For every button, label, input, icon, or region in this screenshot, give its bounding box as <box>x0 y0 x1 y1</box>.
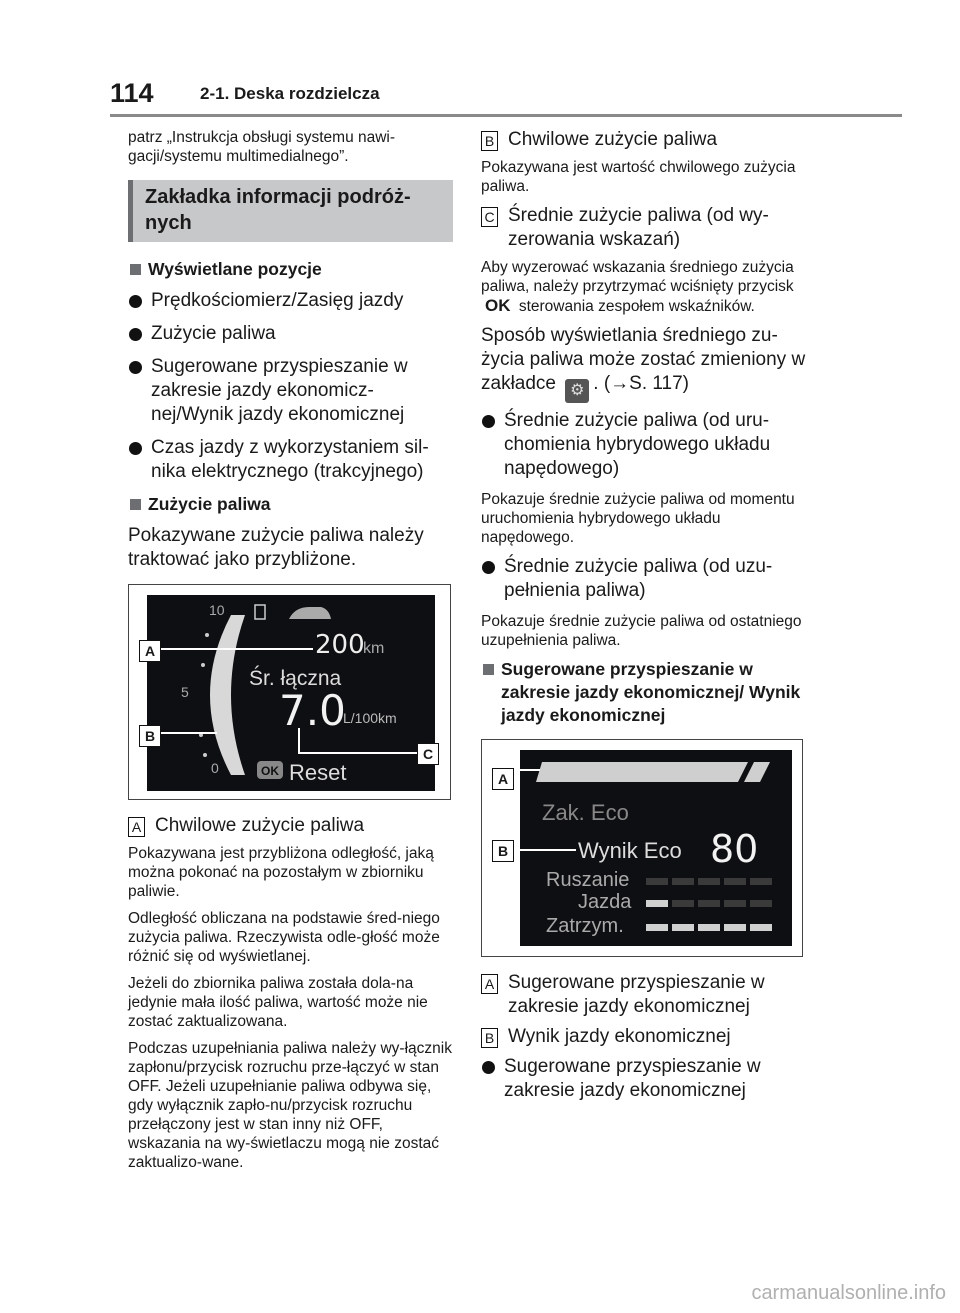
bullet-2-text: Pokazuje średnie zużycie paliwa od ostatniego uzupełnienia paliwa. <box>481 613 802 649</box>
gear-icon: ⚙ <box>565 379 589 403</box>
scale-mid: 5 <box>181 684 189 700</box>
label-a-instant <box>128 814 453 838</box>
eco-bar-segment <box>646 900 668 907</box>
bullet-avg-since-refuel: Średnie zużycie paliwa (od uzu-pełnienia paliwa) <box>481 555 806 603</box>
eco-bar-segment <box>672 900 694 907</box>
eco-bar-segment <box>672 878 694 885</box>
label-b-instant <box>481 128 806 152</box>
eco-bar-segment <box>698 924 720 931</box>
eco-bar-segment <box>750 924 772 931</box>
callout-b2: B <box>492 840 514 862</box>
eco-bar-segment <box>724 900 746 907</box>
label-box-b2: B <box>481 1028 498 1048</box>
label-a2-eco-accel <box>481 971 806 1019</box>
label-box-b: B <box>481 131 498 151</box>
row-label-ruszanie: Ruszanie <box>546 869 630 891</box>
scale-bottom: 0 <box>211 760 219 776</box>
label-box-c: C <box>481 207 498 227</box>
ok-icon: OK <box>485 296 511 315</box>
range-unit: km <box>363 640 385 657</box>
a-paragraph-4: Podczas uzupełniania paliwa należy wy-łącznik zapłonu/przycisk rozruchu prze-łączyć w stan OFF. Jeżeli uzupełnianie paliwa odbywa się, gdy wyłącznik zapło-nu/przycisk rozruchu przełączony jest w stan inny niż OFF, wskazania na wy-świetlaczu mogą nie zostać zaktualizo-wane. <box>128 1040 452 1171</box>
c-text-2: sterowania zespołem wskaźników. <box>518 298 755 315</box>
bullet-1-text: Pokazuje średnie zużycie paliwa od momentu uruchomienia hybrydowego układu napędowego. <box>481 491 795 546</box>
a-paragraph-3: Jeżeli do zbiornika paliwa została dola-na jedynie mała ilość paliwa, wartość może nie zostać zaktualizowana. <box>128 975 428 1030</box>
subsection-fuel: Zużycie paliwa <box>128 493 453 516</box>
intro-text: patrz „Instrukcja obsługi systemu nawi-gacji/systemu multimedialnego”. <box>128 129 396 165</box>
section-title: Zakładka informacji podróż-nych <box>128 180 453 242</box>
page-number: 114 <box>110 78 154 108</box>
bullet-fuel: Zużycie paliwa <box>128 322 453 346</box>
range-value: 200 <box>315 630 365 660</box>
label-b-text: Chwilowe zużycie paliwa <box>508 129 718 150</box>
eco-bar-segment <box>750 900 772 907</box>
label-a2-text: Sugerowane przyspieszanie w zakresie jazdy ekonomicznej <box>508 972 765 1017</box>
label-c-text: Średnie zużycie paliwa (od wy-zerowania wskazań) <box>508 205 769 250</box>
wynik-eco-label: Wynik Eco <box>578 838 682 863</box>
callout-b: B <box>139 725 161 747</box>
ok-button-icon: OK <box>261 764 279 778</box>
mode-text-2: . (→S. 117) <box>593 373 690 394</box>
label-box-a2: A <box>481 974 498 994</box>
fuel-text: Pokazywane zużycie paliwa należy traktować jako przybliżone. <box>128 525 424 570</box>
reset-label: Reset <box>289 760 347 785</box>
fuel-display-screen <box>129 585 450 799</box>
label-b2-eco-score <box>481 1025 806 1049</box>
label-c-average <box>481 204 806 252</box>
bullet-avg-since-start: Średnie zużycie paliwa (od uru-chomienia hybrydowego układu napędowego) <box>481 409 806 481</box>
eco-bar-segment <box>646 878 668 885</box>
eco-display-screen <box>482 740 802 956</box>
eco-display-figure <box>481 739 803 957</box>
b-text: Pokazywana jest wartość chwilowego zużycia paliwa. <box>481 159 796 195</box>
page-header <box>110 78 900 118</box>
left-column <box>128 128 453 1180</box>
bullet-eco-accel: Sugerowane przyspieszanie w zakresie jazdy ekonomicz-nej/Wynik jazdy ekonomicznej <box>128 355 453 427</box>
mode-text-1: Sposób wyświetlania średniego zu-życia paliwa może zostać zmieniony w zakładce <box>481 325 806 394</box>
row-label-jazda: Jazda <box>578 891 632 913</box>
eco-bar-segment <box>698 900 720 907</box>
a-paragraph-1: Pokazywana jest przybliżona odległość, jaką można pokonać na pozostałym w zbiorniku paliwie. <box>128 845 434 900</box>
avg-label: Śr. łączna <box>249 667 342 690</box>
eco-bar-segment <box>698 878 720 885</box>
row-label-zatrzym: Zatrzym. <box>546 915 624 937</box>
callout-a2: A <box>492 768 514 790</box>
callout-a: A <box>139 640 161 662</box>
c-text <box>481 258 806 316</box>
right-column <box>481 128 806 1112</box>
chapter-title: 2-1. Deska rozdzielcza <box>200 84 380 103</box>
subsection-displayed-items: Wyświetlane pozycje <box>128 258 453 281</box>
subsection-eco: Sugerowane przyspieszanie w zakresie jazdy ekonomicznej/ Wynik jazdy ekonomicznej <box>481 658 806 727</box>
bullet-ev-time: Czas jazdy z wykorzystaniem sil-nika elektrycznego (trakcyjnego) <box>128 436 453 484</box>
bullet-speedometer: Prędkościomierz/Zasięg jazdy <box>128 289 453 313</box>
a-paragraph-2: Odległość obliczana na podstawie śred-niego zużycia paliwa. Rzeczywista odle-głość może różnić się od wyświetlanej. <box>128 910 440 965</box>
mode-text <box>481 324 806 403</box>
avg-unit: L/100km <box>343 710 397 726</box>
eco-score: 80 <box>710 827 759 871</box>
eco-bar-segment <box>750 878 772 885</box>
eco-bar-segment <box>672 924 694 931</box>
c-text-1: Aby wyzerować wskazania średniego zużycia paliwa, należy przytrzymać wciśnięty przycisk <box>481 259 794 295</box>
scale-top: 10 <box>209 602 225 618</box>
label-box-a: A <box>128 817 145 837</box>
watermark-footer: carmanualsonline.info <box>751 1282 946 1304</box>
zak-eco-label: Zak. Eco <box>542 800 629 825</box>
fuel-display-figure <box>128 584 451 800</box>
eco-bar-segment <box>724 878 746 885</box>
eco-bar-segment <box>724 924 746 931</box>
label-b2-text: Wynik jazdy ekonomicznej <box>508 1026 731 1047</box>
header-rule <box>110 114 902 117</box>
label-a-text: Chwilowe zużycie paliwa <box>155 815 365 836</box>
eco-bar-segment <box>646 924 668 931</box>
callout-c: C <box>417 743 439 765</box>
bullet-eco-accel-2: Sugerowane przyspieszanie w zakresie jazdy ekonomicznej <box>481 1055 806 1103</box>
avg-value: 7.0 <box>279 686 346 735</box>
